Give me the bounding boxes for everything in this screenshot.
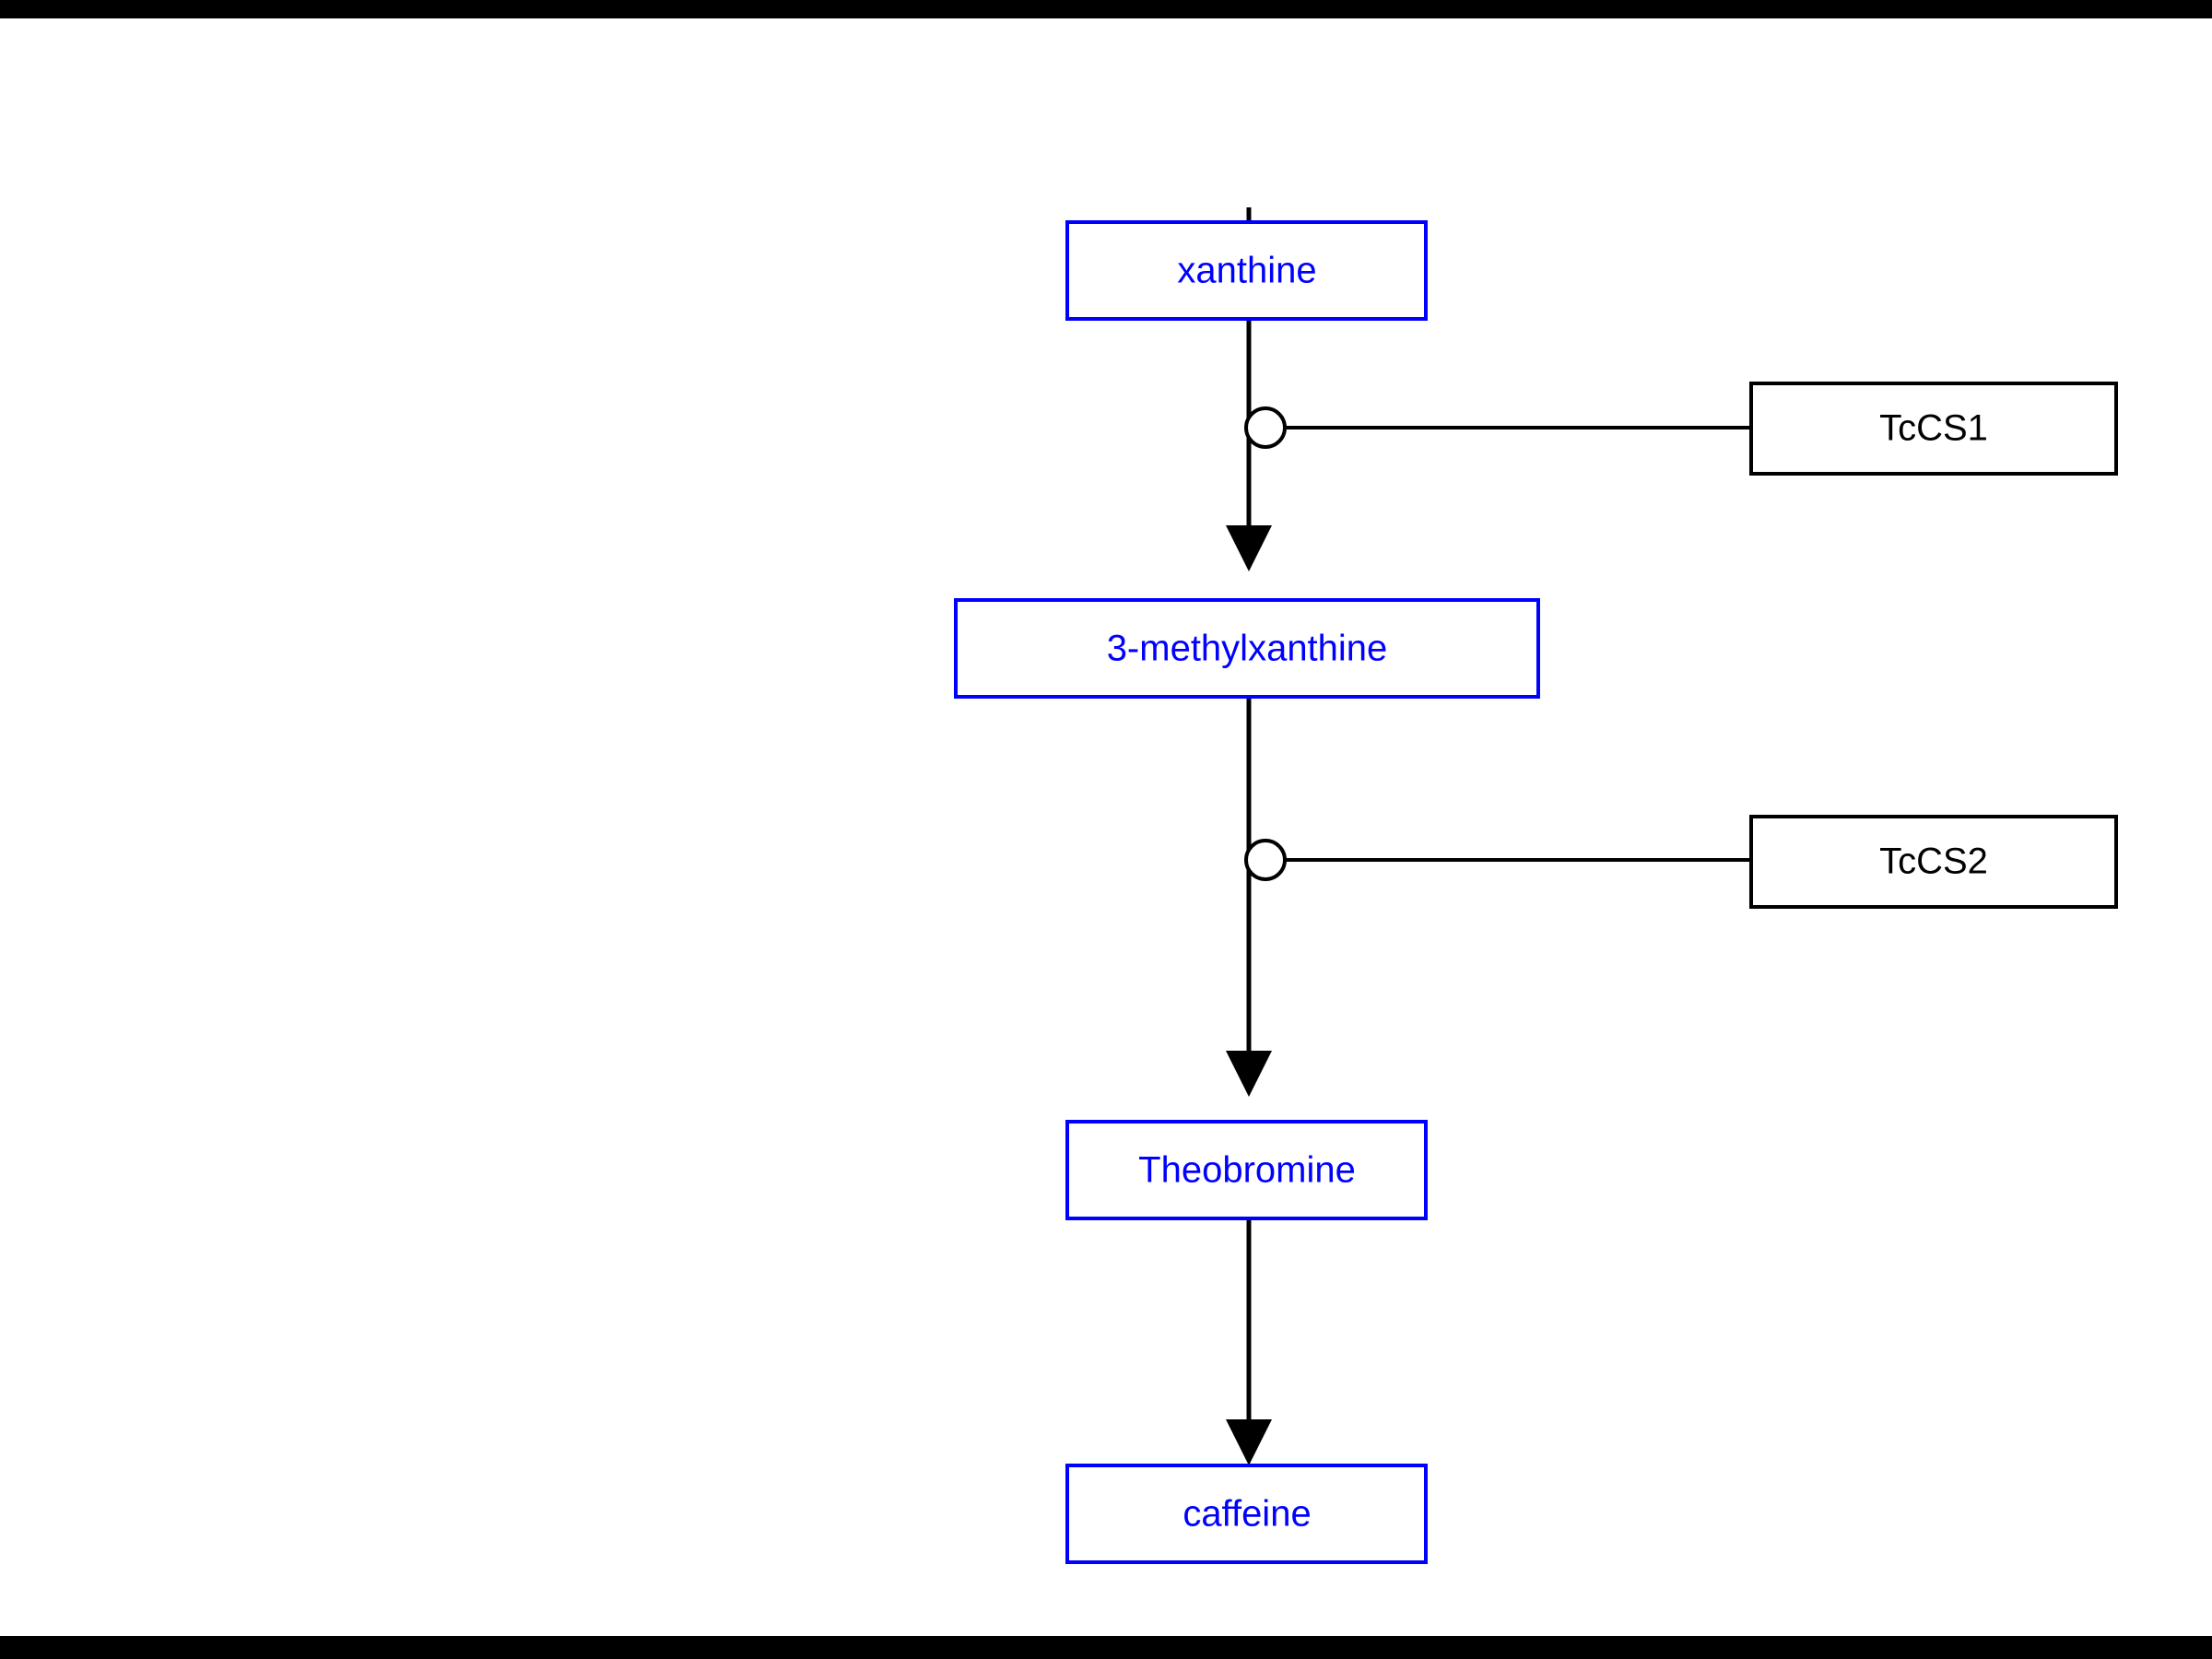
reaction-node-tccs2 bbox=[1246, 841, 1285, 879]
node-tccs1-label: TcCS1 bbox=[1879, 407, 1988, 449]
node-tccs1[interactable] bbox=[1751, 383, 2116, 474]
reaction-node-tccs1 bbox=[1246, 408, 1285, 447]
pathway-diagram bbox=[0, 18, 2212, 1636]
node-tccs2[interactable] bbox=[1751, 817, 2116, 907]
node-theobromine-label: Theobromine bbox=[1138, 1149, 1356, 1191]
node-caffeine-label: caffeine bbox=[1182, 1493, 1312, 1535]
node-theobromine[interactable] bbox=[1067, 1122, 1426, 1218]
node-xanthine[interactable] bbox=[1067, 222, 1426, 319]
node-3-methylxanthine[interactable] bbox=[956, 600, 1538, 697]
node-tccs2-label: TcCS2 bbox=[1879, 841, 1988, 882]
node-caffeine[interactable] bbox=[1067, 1465, 1426, 1562]
node-3-methylxanthine-label: 3-methylxanthine bbox=[1106, 628, 1388, 669]
diagram-canvas bbox=[0, 18, 2212, 1636]
node-xanthine-label: xanthine bbox=[1177, 250, 1317, 291]
